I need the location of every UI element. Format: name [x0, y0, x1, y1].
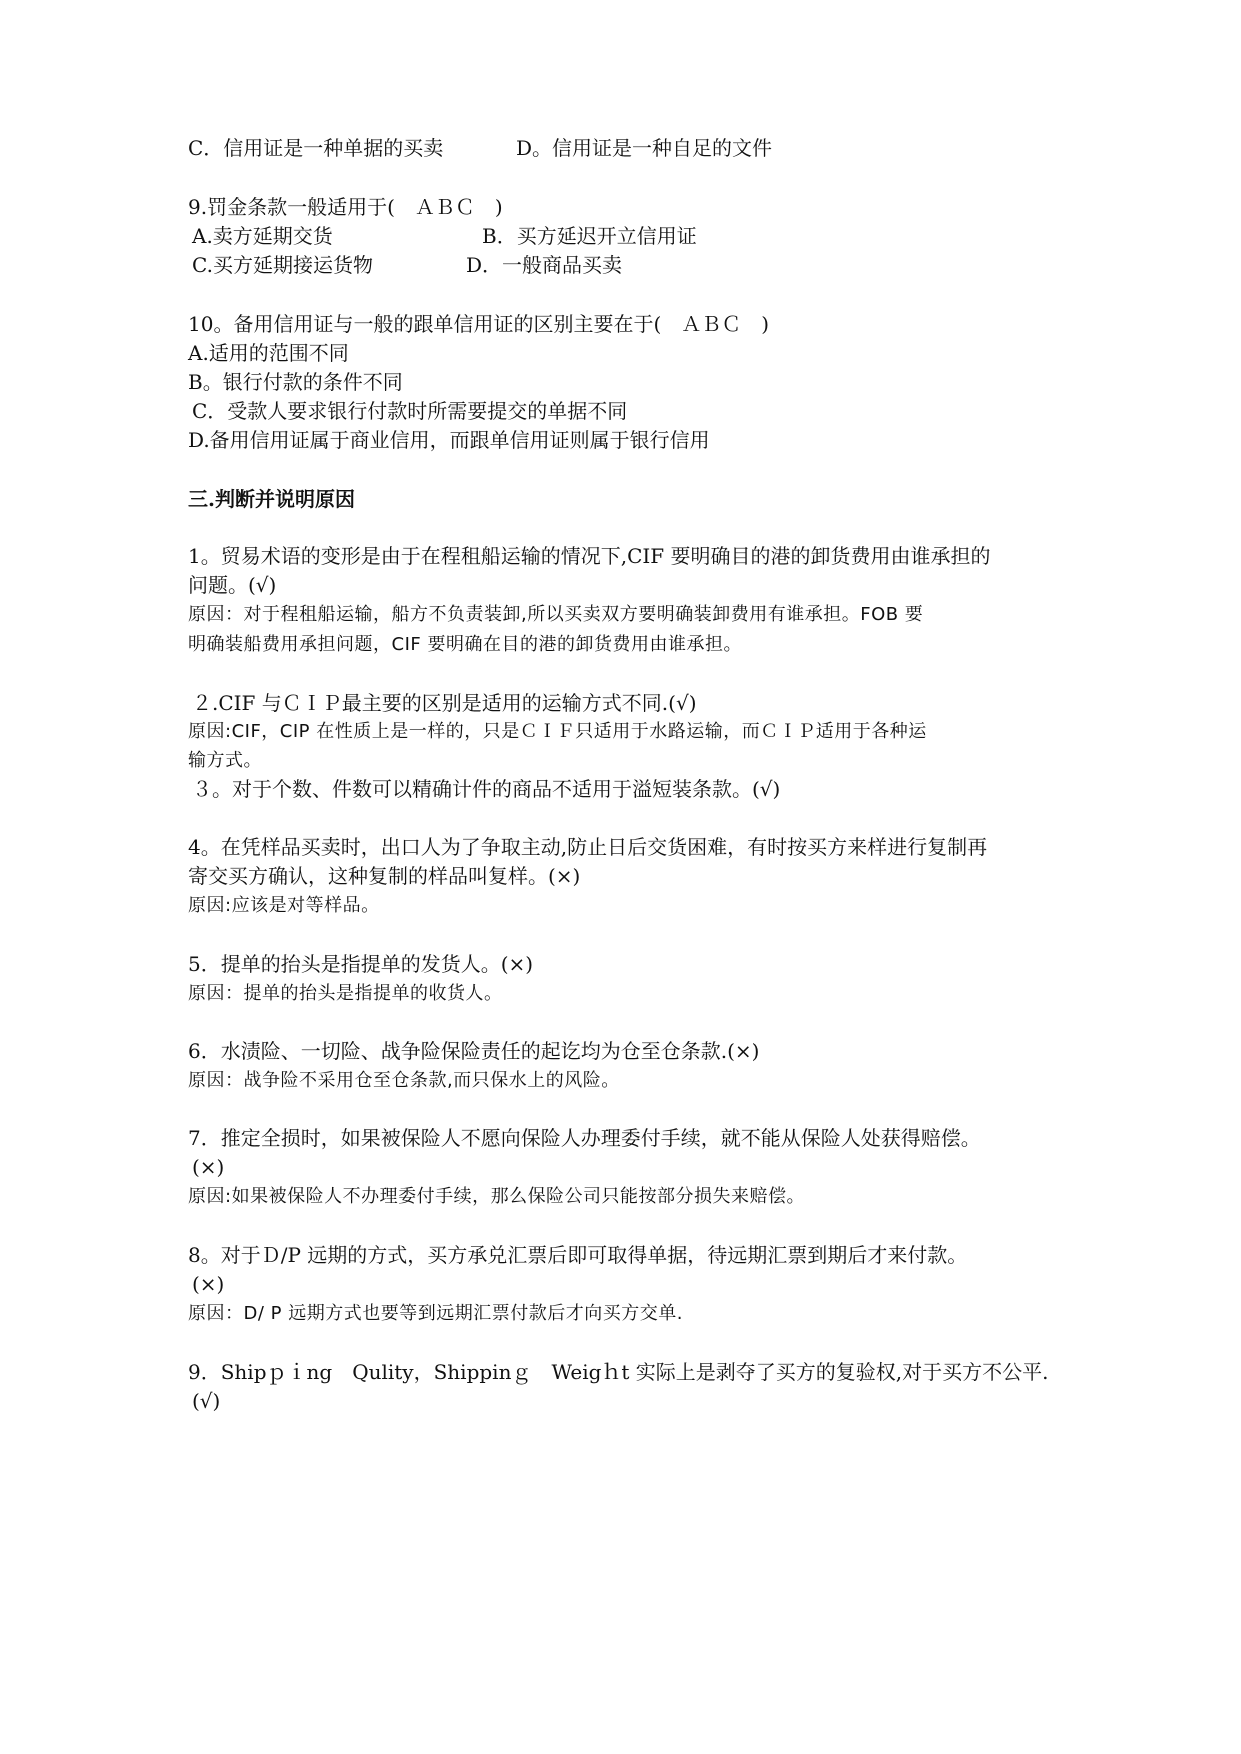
judgement-question: (×)	[192, 1272, 225, 1296]
judgement-question: 1。贸易术语的变形是由于在程租船运输的情况下,CIF 要明确目的港的卸货费用由谁承担的	[188, 544, 991, 568]
judgement-question: 7．推定全损时，如果被保险人不愿向保险人办理委付手续，就不能从保险人处获得赔偿。	[188, 1126, 981, 1150]
judgement-question: 8。对于Ｄ/P 远期的方式，买方承兑汇票后即可取得单据，待远期汇票到期后才来付款。	[188, 1243, 968, 1267]
judgement-question: 问题。(√)	[188, 573, 277, 597]
judgement-question: 寄交买方确认，这种复制的样品叫复样。(×)	[188, 864, 581, 888]
section-title: 三.判断并说明原因	[188, 487, 355, 511]
judgement-question: 6．水渍险、一切险、战争险保险责任的起讫均为仓至仓条款.(×)	[188, 1039, 760, 1063]
q8-option-d: D。信用证是一种自足的文件	[516, 136, 773, 160]
q10-option-c: C．受款人要求银行付款时所需要提交的单据不同	[192, 399, 628, 423]
judgement-reason: 原因：战争险不采用仓至仓条款,而只保水上的风险。	[188, 1070, 620, 1091]
judgement-reason: 原因:如果被保险人不办理委付手续，那么保险公司只能按部分损失来赔偿。	[188, 1186, 806, 1207]
judgement-question: ２.CIF 与ＣＩＰ最主要的区别是适用的运输方式不同.(√)	[192, 691, 697, 715]
q10-option-b: B。银行付款的条件不同	[188, 370, 403, 394]
judgement-reason: 原因:CIF，CIP 在性质上是一样的，只是ＣＩＦ只适用于水路运输，而ＣＩＰ适用于各种运	[188, 721, 927, 742]
q10-option-a: A.适用的范围不同	[188, 341, 349, 365]
judgement-question: 4。在凭样品买卖时，出口人为了争取主动,防止日后交货困难，有时按买方来样进行复制再	[188, 835, 988, 859]
q8-option-c: C．信用证是一种单据的买卖	[188, 136, 444, 160]
q9-option-a: A.卖方延期交货	[192, 224, 333, 248]
judgement-reason: 输方式。	[188, 750, 262, 771]
q10-stem: 10。备用信用证与一般的跟单信用证的区别主要在于( ＡＢＣ )	[188, 312, 770, 336]
judgement-reason: 原因：对于程租船运输，船方不负责装卸,所以买卖双方要明确装卸费用有谁承担。FOB 要	[188, 604, 924, 625]
judgement-question: 5．提单的抬头是指提单的发货人。(×)	[188, 952, 534, 976]
judgement-reason: 明确装船费用承担问题，CIF 要明确在目的港的卸货费用由谁承担。	[188, 634, 742, 655]
q9-option-b: B．买方延迟开立信用证	[482, 224, 697, 248]
judgement-reason: 原因：提单的抬头是指提单的收货人。	[188, 983, 503, 1004]
q10-option-d: D.备用信用证属于商业信用，而跟单信用证则属于银行信用	[188, 428, 710, 452]
q9-option-c: C.买方延期接运货物	[192, 253, 373, 277]
q9-stem: 9.罚金条款一般适用于( ＡＢＣ )	[188, 195, 503, 219]
judgement-question: ３。对于个数、件数可以精确计件的商品不适用于溢短装条款。(√)	[192, 777, 781, 801]
judgement-question: 9．Shipｐｉng Qulity，Shippinｇ Weigｈt 实际上是剥夺了买方的复验权,对于买方不公平.	[188, 1360, 1049, 1384]
judgement-reason: 原因：D/ P 远期方式也要等到远期汇票付款后才向买方交单.	[188, 1303, 683, 1324]
judgement-question: (×)	[192, 1155, 225, 1179]
judgement-reason: 原因:应该是对等样品。	[188, 895, 380, 916]
judgement-question: (√)	[192, 1389, 221, 1413]
q9-option-d: D．一般商品买卖	[466, 253, 623, 277]
